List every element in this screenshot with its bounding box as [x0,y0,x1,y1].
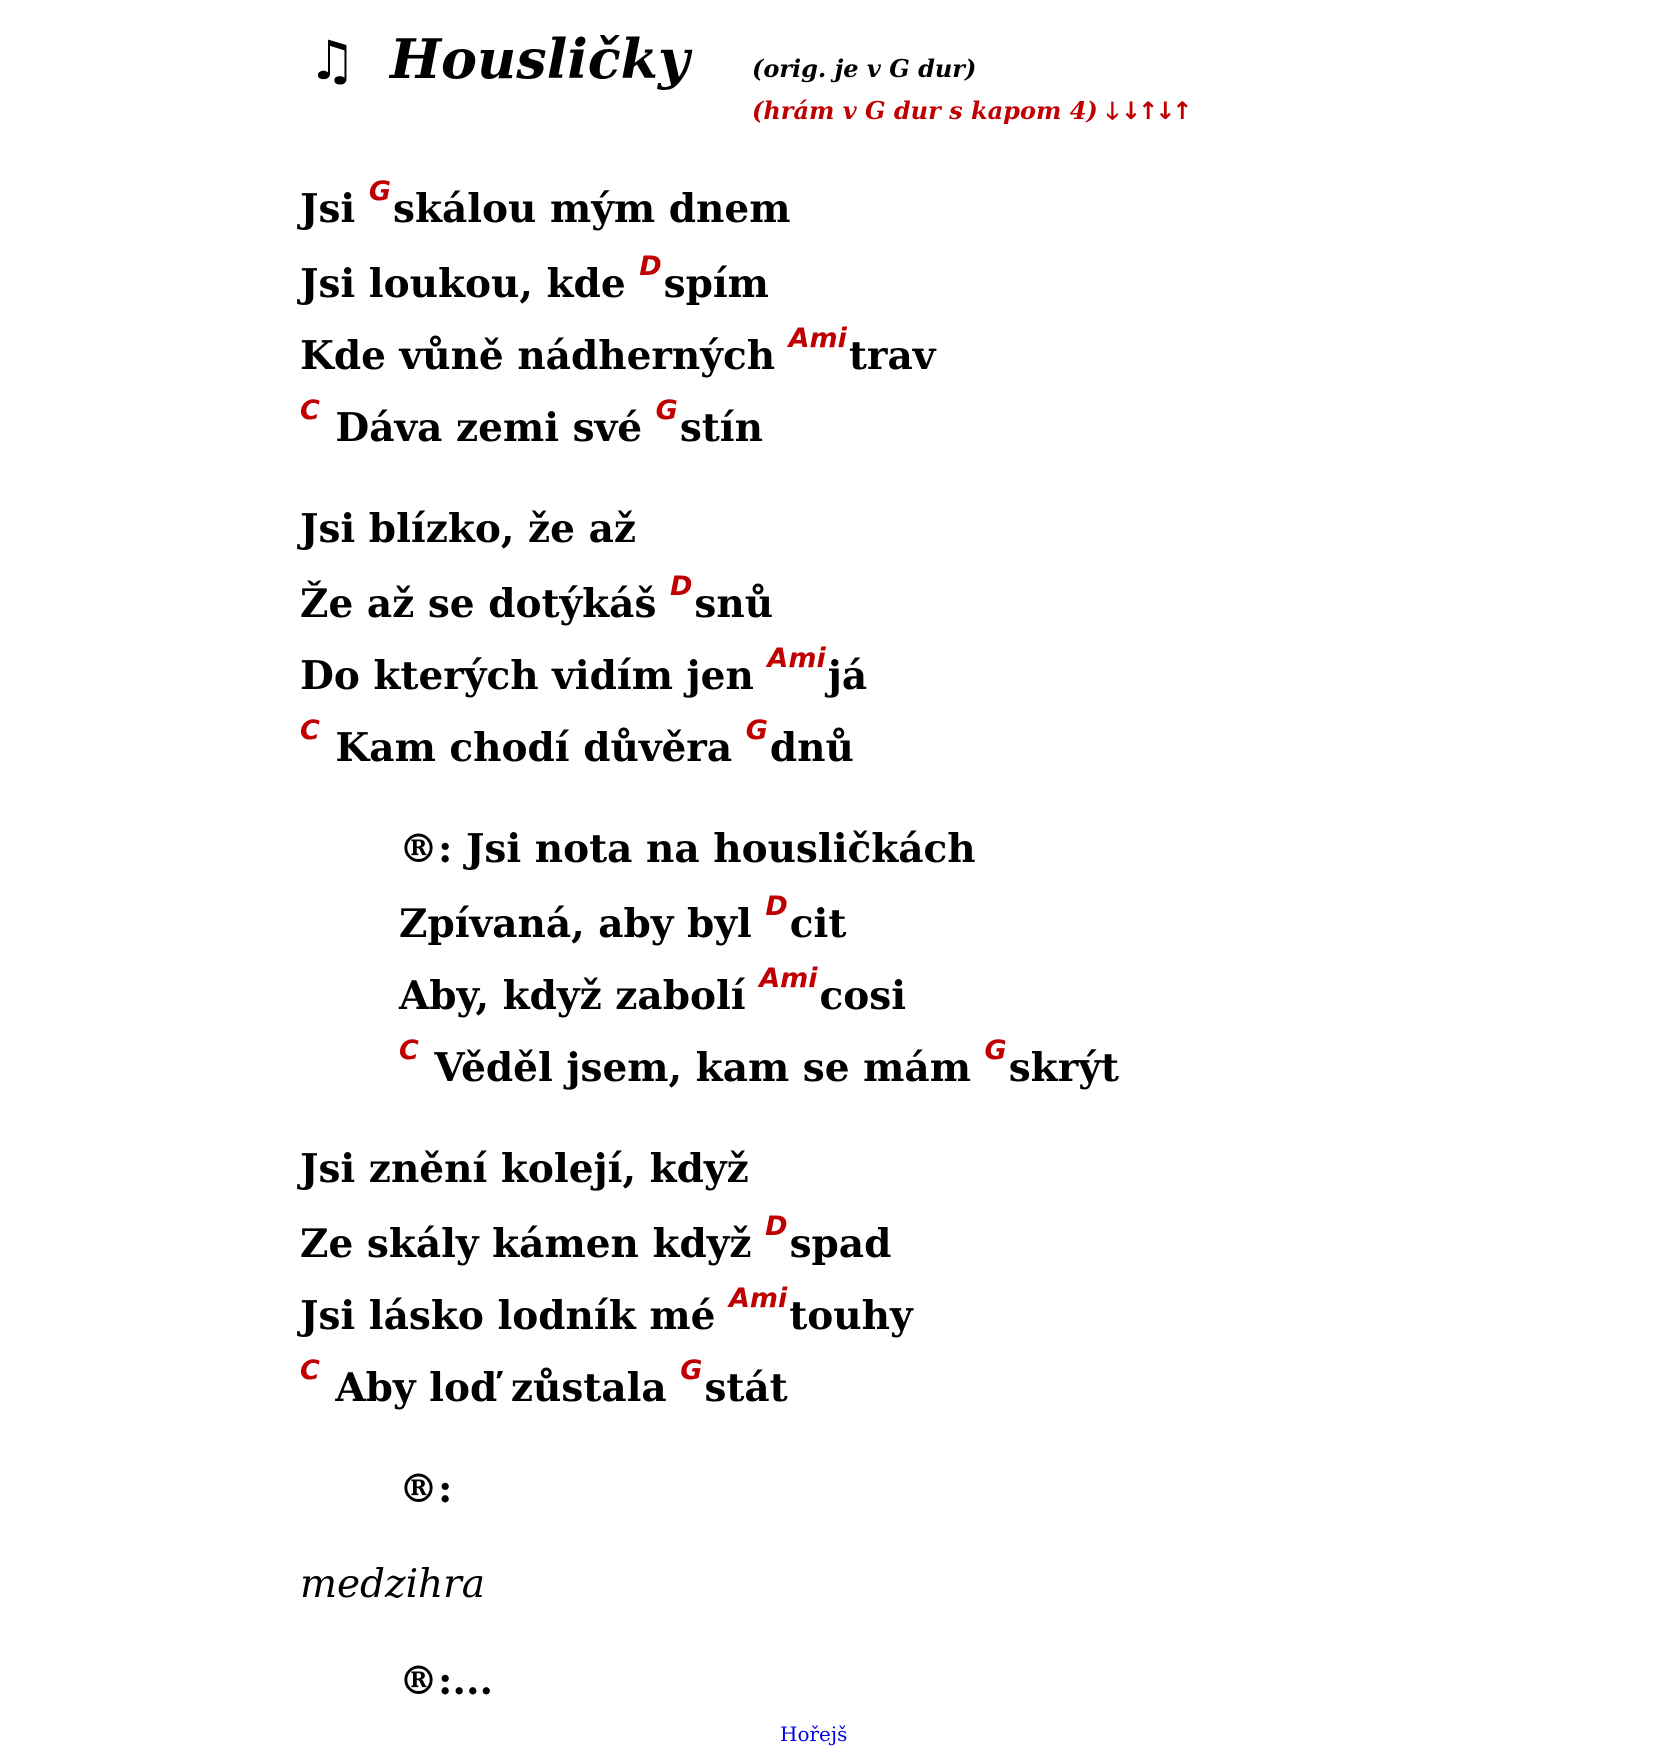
lyric-text: snů [694,581,774,627]
chord-label: G [984,1035,1007,1066]
lyric-line [300,490,1600,568]
lyric-text: Aby, když zabolí [399,973,760,1019]
chord-label: D [765,1211,788,1242]
lyric-text: já [827,653,868,699]
lyric-text: trav [848,333,936,379]
lyric-line [300,1352,1600,1424]
lyric-text: ®: Jsi nota na housličkách [399,826,976,872]
chorus-reference: ®: [399,1466,453,1512]
song-header [308,24,1408,134]
lyric-line [300,1130,1600,1208]
lyric-text: Věděl jsem, kam se mám [420,1045,985,1091]
chord-label: Ami [788,323,847,354]
lyric-text: stín [679,405,763,451]
lyric-text: cosi [819,973,907,1019]
chorus-stanza [300,810,1600,1104]
lyric-line [399,1032,1600,1104]
lyric-text: Kde vůně nádherných [300,333,789,379]
chord-label: C [300,1355,320,1386]
lyric-line [300,1280,1600,1352]
song-title: Housličky [390,27,690,91]
lyric-line [300,640,1600,712]
lyric-text: touhy [789,1293,913,1339]
chord-label: Ami [728,1283,788,1314]
original-key-note: (orig. je v G dur) [752,54,977,83]
lyric-line [300,248,1600,320]
lyric-text: Jsi loukou, kde [300,261,640,307]
lyric-text: dnů [769,725,854,771]
lyric-text: Do kterých vidím jen [300,653,768,699]
music-note-icon: ♫ [308,29,357,92]
lyric-text: Kam chodí důvěra [321,725,746,771]
lyric-line [399,810,1600,888]
lyric-line [300,1208,1600,1280]
capo-text: (hrám v G dur s kapom 4) [752,96,1098,125]
footer-link[interactable]: Hořejš [780,1722,848,1746]
lyric-text: spím [663,261,769,307]
chord-label: D [639,251,662,282]
lyrics [300,170,1600,1720]
lyric-text: Že až se dotýkáš [300,581,670,627]
lyric-line [300,392,1600,464]
chord-label: G [368,176,391,207]
lyric-text: Aby loď zůstala [321,1365,681,1411]
verse-stanza [300,170,1600,464]
lyric-text: Zpívaná, aby byl [399,901,766,947]
lyric-text: Jsi [300,186,369,232]
lyric-text: Ze skály kámen když [300,1221,766,1267]
verse-stanza [300,490,1600,784]
lyric-line [300,170,1600,248]
lyric-text: Jsi blízko, že až [300,506,636,552]
chord-label: G [745,715,768,746]
strum-pattern-icon: 🡓 ↓↑↓↑ [1106,97,1190,125]
chord-label: C [300,715,320,746]
verse-stanza [300,1130,1600,1424]
lyric-line [399,888,1600,960]
chord-label: G [655,395,678,426]
chord-label: Ami [759,963,818,994]
capo-note [752,96,1189,126]
lyric-line [399,960,1600,1032]
interlude-label: medzihra [300,1562,486,1607]
verses-container [300,170,1600,1450]
chord-label: Ami [767,643,826,674]
lyric-line [300,712,1600,784]
lyric-text: spad [789,1221,892,1267]
lyric-text: Jsi lásko lodník mé [300,1293,729,1339]
chord-label: G [680,1355,703,1386]
lyric-text: skálou mým dnem [392,186,791,232]
lyric-text: Jsi znění kolejí, když [300,1146,749,1192]
chord-label: D [670,571,693,602]
lyric-text: cit [789,901,847,947]
lyric-text: skrýt [1008,1045,1119,1091]
chord-label: C [399,1035,419,1066]
lyric-text: Dáva zemi své [321,405,656,451]
chorus-reference-end: ®:... [399,1658,494,1704]
lyric-line [300,568,1600,640]
chord-label: C [300,395,320,426]
lyric-line [300,320,1600,392]
chord-label: D [765,891,788,922]
lyric-text: stát [704,1365,788,1411]
